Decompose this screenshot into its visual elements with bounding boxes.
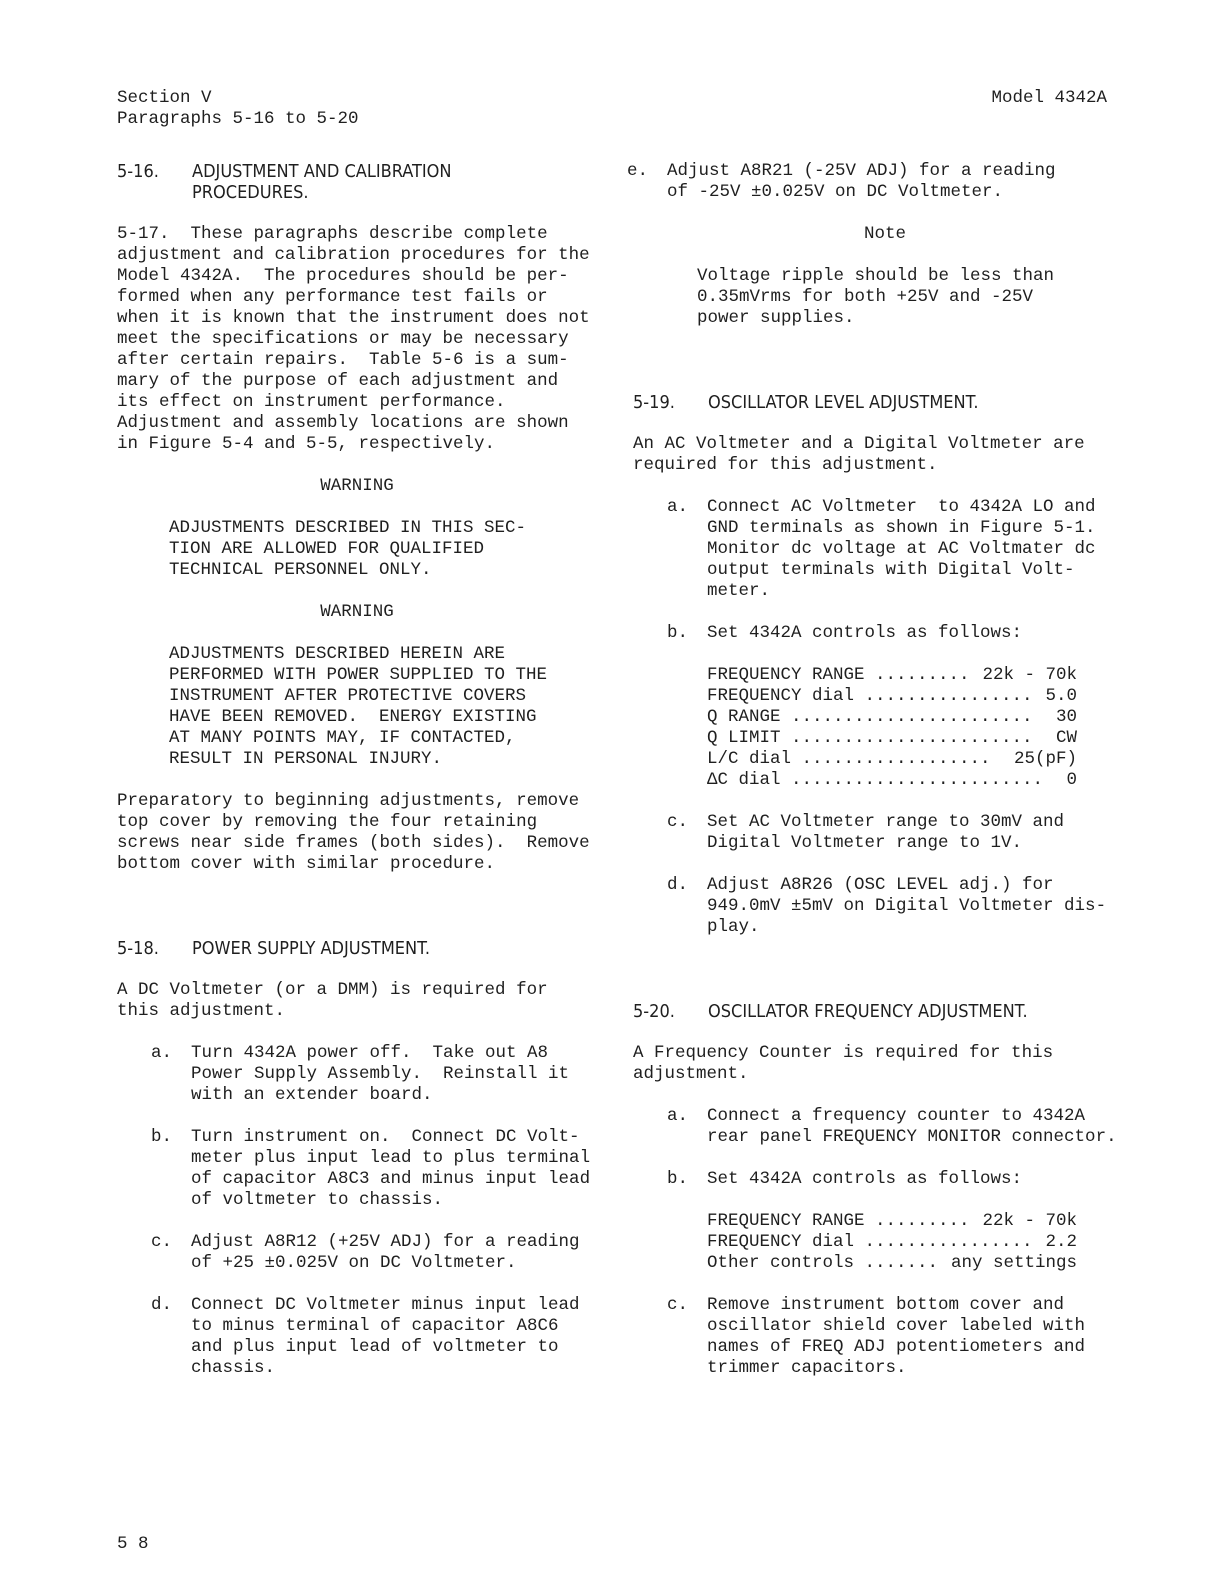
step-5-18-c [117,1232,597,1274]
control-row: FREQUENCY RANGE ......... 22k - 70k [707,665,1077,685]
step-marker: e. [627,161,649,181]
heading-5-16 [117,161,597,203]
step-marker: b. [151,1127,173,1147]
step-marker: a. [667,1106,689,1126]
control-row: FREQUENCY dial ................ 5.0 [707,686,1077,706]
step-5-18-e [593,161,1125,203]
control-row: FREQUENCY RANGE ......... 22k - 70k [707,1211,1077,1231]
step-5-18-a [117,1043,597,1106]
step-text: Adjust A8R12 (+25V ADJ) for a reading of +25 ±0.025V on DC Voltmeter. [191,1232,580,1273]
step-marker: c. [667,812,689,832]
step-5-20-b [633,1169,1125,1190]
control-row: L/C dial .................. 25(pF) [707,749,1077,769]
step-marker: b. [667,1169,689,1189]
model-label: Model 4342A [991,88,1107,108]
step-text: Connect DC Voltmeter minus input lead to minus terminal of capacitor A8C6 and plus input lead of voltmeter to chassis. [191,1295,580,1378]
page-header-left [117,88,359,130]
heading-title: POWER SUPPLY ADJUSTMENT. [192,938,431,959]
step-5-20-a [633,1106,1125,1148]
warning-label-1: WARNING [320,476,394,496]
step-5-19-b [633,623,1125,644]
controls-table-5-20 [707,1211,1125,1274]
warning-text-1: ADJUSTMENTS DESCRIBED IN THIS SEC- TION ARE ALLOWED FOR QUALIFIED TECHNICAL PERSONNEL ONLY. [169,518,527,580]
step-text: Adjust A8R26 (OSC LEVEL adj.) for 949.0mV ±5mV on Digital Voltmeter dis- play. [707,875,1107,937]
intro-5-19: An AC Voltmeter and a Digital Voltmeter are required for this adjustment. [633,434,1085,475]
heading-title: OSCILLATOR LEVEL ADJUSTMENT. [708,392,979,413]
control-row: Q LIMIT ....................... CW [707,728,1077,748]
section-label: Section V [117,88,212,108]
paragraphs-label: Paragraphs 5-16 to 5-20 [117,109,359,129]
step-5-18-d [117,1295,597,1379]
note-text: Voltage ripple should be less than 0.35mVrms for both +25V and -25V power supplies. [697,266,1055,328]
page-number: 5 8 [117,1534,149,1554]
step-text: Set AC Voltmeter range to 30mV and Digital Voltmeter range to 1V. [707,812,1065,853]
heading-5-18 [117,938,597,959]
step-5-18-b [117,1127,597,1211]
controls-table-5-19 [707,665,1125,791]
control-row: FREQUENCY dial ................ 2.2 [707,1232,1077,1252]
heading-number: 5-16. [117,161,159,182]
right-column [627,161,1125,1379]
control-row: ΔC dial ........................ 0 [707,770,1077,790]
paragraph-5-17: 5-17. These paragraphs describe complete adjustment and calibration procedures for the Model 4342A. The procedures should be per- formed when any performance test fails or when it is known that the instrument does not meet the specifications or may be necessary after certain repairs. Table 5-6 is a sum- mary of the purpose of each adjustment and its effect on instrument performance. Adjustment and assembly locations are shown in Figure 5-4 and 5-5, respectively. [117,224,590,454]
heading-title: ADJUSTMENT AND CALIBRATION PROCEDURES. [192,161,452,203]
step-5-20-c [633,1295,1125,1379]
step-marker: a. [151,1043,173,1063]
step-marker: c. [667,1295,689,1315]
heading-number: 5-20. [633,1001,675,1022]
step-text: Remove instrument bottom cover and oscillator shield cover labeled with names of FREQ ADJ potentiometers and trimmer capacitors. [707,1295,1086,1378]
step-5-19-a [633,497,1125,602]
control-row: Other controls ....... any settings [707,1253,1077,1273]
heading-title: OSCILLATOR FREQUENCY ADJUSTMENT. [708,1001,1028,1022]
step-marker: b. [667,623,689,643]
step-text: Connect AC Voltmeter to 4342A LO and GND terminals as shown in Figure 5-1. Monitor dc voltage at AC Voltmater dc output terminals with Digital Volt- meter. [707,497,1096,601]
step-text: Set 4342A controls as follows: [707,623,1023,643]
step-marker: c. [151,1232,173,1252]
step-marker: a. [667,497,689,517]
warning-text-2: ADJUSTMENTS DESCRIBED HEREIN ARE PERFORMED WITH POWER SUPPLIED TO THE INSTRUMENT AFTER PROTECTIVE COVERS HAVE BEEN REMOVED. ENERGY EXISTING AT MANY POINTS MAY, IF CONTACTED, RESULT IN PERSONAL INJURY. [169,644,548,769]
step-marker: d. [667,875,689,895]
step-text: Adjust A8R21 (-25V ADJ) for a reading of -25V ±0.025V on DC Voltmeter. [667,161,1056,202]
step-text: Set 4342A controls as follows: [707,1169,1023,1189]
heading-5-20 [633,1001,1125,1022]
note-label: Note [863,224,906,244]
step-text: Connect a frequency counter to 4342A rear panel FREQUENCY MONITOR connector. [707,1106,1117,1147]
step-text: Turn instrument on. Connect DC Volt- meter plus input lead to plus terminal of capacitor A8C3 and minus input lead of voltmeter to chassis. [191,1127,591,1210]
left-column [117,161,597,1379]
heading-number: 5-19. [633,392,675,413]
intro-5-20: A Frequency Counter is required for this adjustment. [633,1043,1054,1084]
warning-label-2: WARNING [320,602,394,622]
step-5-19-c [633,812,1125,854]
intro-5-18: A DC Voltmeter (or a DMM) is required for this adjustment. [117,980,548,1021]
step-marker: d. [151,1295,173,1315]
control-row: Q RANGE ....................... 30 [707,707,1077,727]
step-text: Turn 4342A power off. Take out A8 Power Supply Assembly. Reinstall it with an extender board. [191,1043,570,1105]
heading-number: 5-18. [117,938,159,959]
heading-5-19 [633,392,1125,413]
step-5-19-d [633,875,1125,938]
preparatory-paragraph: Preparatory to beginning adjustments, remove top cover by removing the four retaining screws near side frames (both sides). Remove bottom cover with similar procedure. [117,791,590,874]
